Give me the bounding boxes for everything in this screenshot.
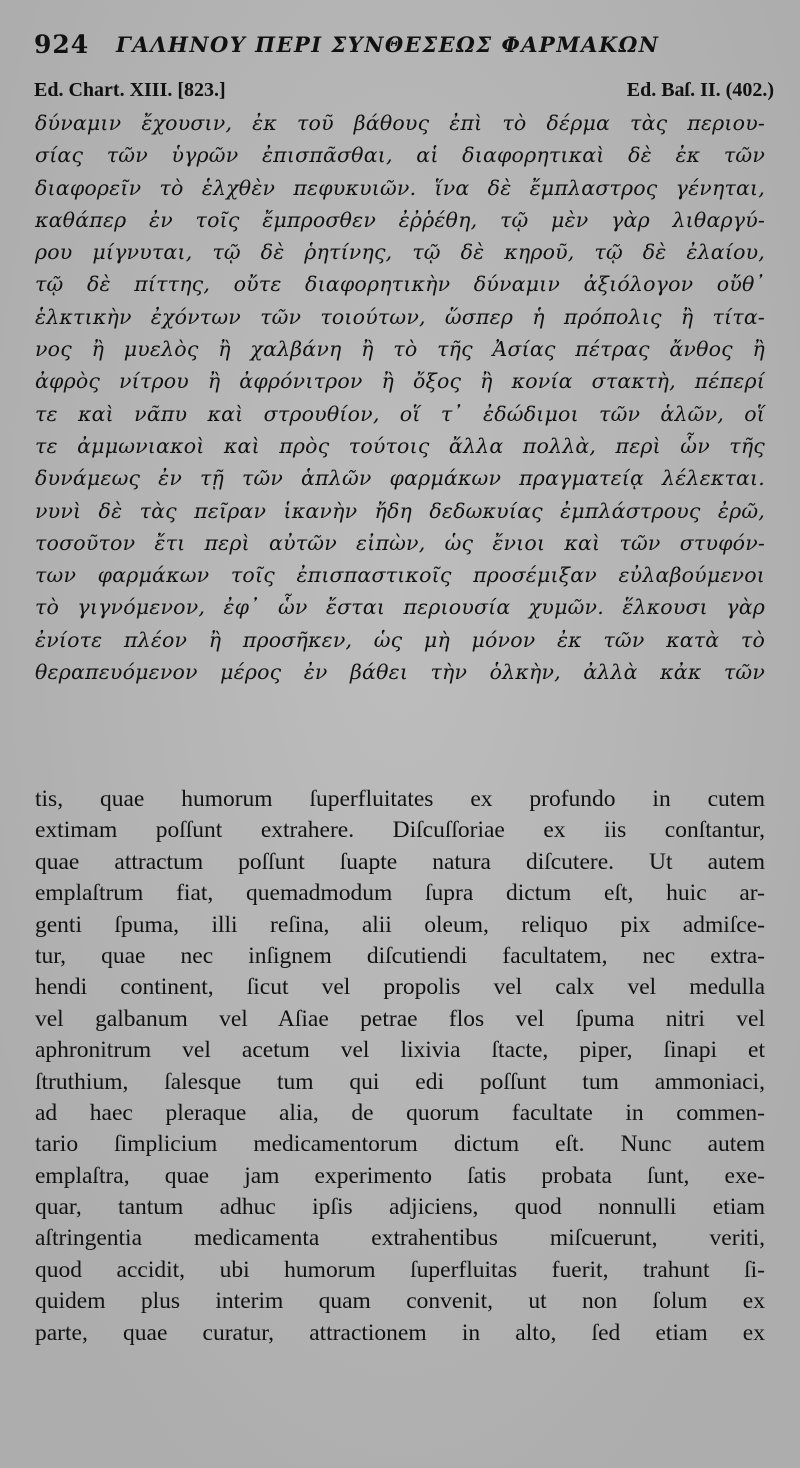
greek-line: διαφορεῖν τὸ ἑλχθὲν πεφυκυιῶν. ἵνα δὲ ἔμπλαστρος γένηται, <box>35 175 765 200</box>
greek-line: ἀφρὸς νίτρου ἢ ἀφρόνιτρον ἢ ὄξος ἢ κονία στακτὴ, πέπερί <box>35 369 765 394</box>
greek-line: τὸ γιγνόμενον, ἐφ᾽ ὧν ἔσται περιουσία χυμῶν. ἕλκουσι γὰρ <box>35 595 765 620</box>
greek-line: τε καὶ νᾶπυ καὶ στρουθίον, οἵ τ᾽ ἐδώδιμοι τῶν ἁλῶν, οἵ <box>35 401 765 426</box>
latin-text-block <box>35 784 765 1349</box>
latin-line: tur, quae nec inſignem diſcutiendi facultatem, nec extra- <box>35 942 765 969</box>
greek-line: καθάπερ ἐν τοῖς ἔμπροσθεν ἐῤῥέθη, τῷ μὲν γὰρ λιθαργύ- <box>35 207 765 232</box>
latin-line: emplaſtra, quae jam experimento ſatis probata ſunt, exe- <box>35 1162 765 1189</box>
latin-line: tario ſimplicium medicamentorum dictum eſt. Nunc autem <box>35 1131 765 1158</box>
latin-line: quar, tantum adhuc ipſis adjiciens, quod nonnulli etiam <box>35 1194 765 1221</box>
latin-line: vel galbanum vel Aſiae petrae flos vel ſpuma nitri vel <box>35 1005 765 1032</box>
edition-basel: Ed. Baſ. II. (402.) <box>626 79 774 101</box>
latin-line: parte, quae curatur, attractionem in alto, ſed etiam ex <box>35 1319 765 1346</box>
latin-line: extimam poſſunt extrahere. Diſcuſſoriae ex iis conſtantur, <box>35 817 765 844</box>
page-header <box>34 28 774 68</box>
latin-line: ad haec pleraque alia, de quorum facultate in commen- <box>35 1099 765 1126</box>
greek-line: ἑλκτικὴν ἐχόντων τῶν τοιούτων, ὥσπερ ἡ πρόπολις ἢ τίτα- <box>35 304 765 329</box>
latin-line: quae attractum poſſunt ſuapte natura diſcutere. Ut autem <box>35 848 765 875</box>
greek-line: των φαρμάκων τοῖς ἐπισπαστικοῖς προσέμιξαν εὐλαβούμενοι <box>35 563 765 588</box>
greek-line: τῷ δὲ πίττης, οὔτε διαφορητικὴν δύναμιν ἀξιόλογον οὔθ᾽ <box>35 272 765 297</box>
greek-line: τοσοῦτον ἔτι περὶ αὐτῶν εἰπὼν, ὡς ἔνιοι καὶ τῶν στυφόν- <box>35 530 765 555</box>
latin-line: hendi continent, ſicut vel propolis vel calx vel medulla <box>35 974 765 1001</box>
greek-line: τε ἀμμωνιακοὶ καὶ πρὸς τούτοις ἄλλα πολλὰ, περὶ ὧν τῆς <box>35 433 765 458</box>
latin-line: ſtruthium, ſalesque tum qui edi poſſunt tum ammoniaci, <box>35 1068 765 1095</box>
page-number: 924 <box>34 30 90 59</box>
edition-chartier: Ed. Chart. XIII. [823.] <box>34 79 226 101</box>
greek-line: ρου μίγνυται, τῷ δὲ ῥητίνης, τῷ δὲ κηροῦ, τῷ δὲ ἐλαίου, <box>35 240 765 265</box>
latin-line: tis, quae humorum ſuperfluitates ex profundo in cutem <box>35 786 765 812</box>
edition-reference-line <box>34 79 774 107</box>
latin-line: genti ſpuma, illi reſina, alii oleum, reliquo pix admiſce- <box>35 911 765 938</box>
latin-line: emplaſtrum fiat, quemadmodum ſupra dictum eſt, huic ar- <box>35 880 765 907</box>
greek-line: ἐνίοτε πλέον ἢ προσῆκεν, ὡς μὴ μόνον ἐκ τῶν κατὰ τὸ <box>35 627 765 652</box>
greek-line: νυνὶ δὲ τὰς πεῖραν ἱκανὴν ἤδη δεδωκυίας ἐμπλάστρους ἐρῶ, <box>35 498 765 523</box>
latin-line: quidem plus interim quam convenit, ut non ſolum ex <box>35 1288 765 1315</box>
greek-line: δύναμιν ἔχουσιν, ἐκ τοῦ βάθους ἐπὶ τὸ δέρμα τὰς περιου- <box>35 111 765 135</box>
latin-line: aſtringentia medicamenta extrahentibus miſcuerunt, veriti, <box>35 1225 765 1252</box>
running-head: ΓΑΛΗΝΟΥ ΠΕΡΙ ΣΥΝΘΕΣΕΩΣ ΦΑΡΜΑΚΩΝ <box>116 32 660 57</box>
greek-line: νος ἢ μυελὸς ἢ χαλβάνη ἢ τὸ τῆς Ἀσίας πέτρας ἄνθος ἢ <box>35 337 765 362</box>
latin-line: quod accidit, ubi humorum ſuperfluitas fuerit, trahunt ſi- <box>35 1256 765 1283</box>
greek-line: σίας τῶν ὑγρῶν ἐπισπᾶσθαι, αἱ διαφορητικαὶ δὲ ἐκ τῶν <box>35 143 765 168</box>
greek-text-block <box>35 107 765 688</box>
greek-line: δυνάμεως ἐν τῇ τῶν ἁπλῶν φαρμάκων πραγματείᾳ λέλεκται. <box>35 466 765 491</box>
greek-line: θεραπευόμενον μέρος ἐν βάθει τὴν ὁλκὴν, ἀλλὰ κἀκ τῶν <box>35 660 765 685</box>
latin-line: aphronitrum vel acetum vel lixivia ſtacte, piper, ſinapi et <box>35 1037 765 1064</box>
